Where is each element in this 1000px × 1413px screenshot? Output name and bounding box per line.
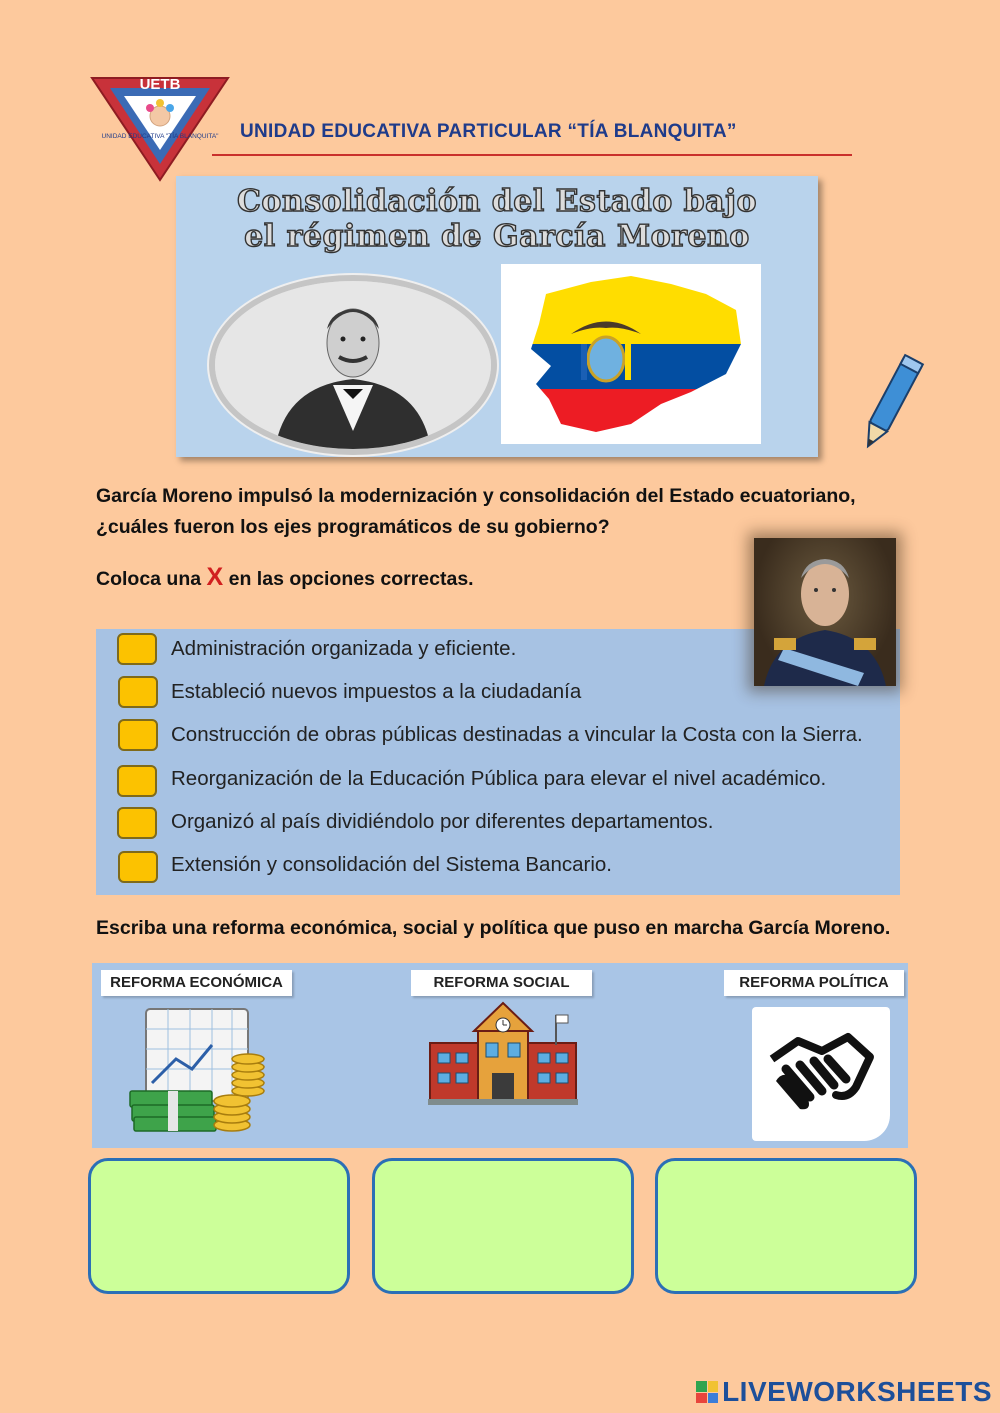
school-building-icon [428, 1001, 578, 1109]
logo-text: UETB [139, 76, 181, 93]
answer-box-social[interactable] [372, 1158, 634, 1294]
question-text [96, 481, 916, 543]
ecuador-flag-map [501, 264, 761, 444]
pencil-icon [856, 348, 926, 458]
chart-money-icon [128, 1005, 268, 1133]
option-row [96, 804, 900, 844]
option-checkbox-3[interactable] [118, 719, 158, 751]
question-line1: García Moreno impulsó la modernización y consolidación del Estado ecuatoriano, [96, 485, 856, 507]
answer-box-political[interactable] [655, 1158, 917, 1294]
liveworksheets-icon [696, 1381, 718, 1403]
option-label-1: Administración organizada y eficiente. [171, 637, 517, 660]
banner-title [176, 184, 818, 254]
garcia-moreno-painting [754, 538, 896, 686]
garcia-moreno-portrait [209, 275, 497, 455]
option-row [96, 847, 900, 887]
answer-box-economic[interactable] [88, 1158, 350, 1294]
school-logo [88, 74, 232, 184]
reform-political-label: REFORMA POLÍTICA [724, 970, 904, 996]
instruction-after: en las opciones correctas. [223, 568, 474, 590]
option-label-5: Organizó al país dividiéndolo por diferentes departamentos. [171, 810, 714, 833]
reform-social-label: REFORMA SOCIAL [411, 970, 592, 996]
option-label-2: Estableció nuevos impuestos a la ciudadanía [171, 680, 582, 703]
option-row [96, 761, 900, 801]
header-divider [212, 154, 852, 156]
reform-instruction: Escriba una reforma económica, social y política que puso en marcha García Moreno. [96, 917, 891, 939]
option-label-4: Reorganización de la Educación Pública para elevar el nivel académico. [171, 767, 827, 790]
instruction-x-mark: X [206, 563, 224, 591]
instruction-before: Coloca una [96, 568, 207, 590]
option-checkbox-6[interactable] [118, 851, 158, 883]
option-checkbox-5[interactable] [117, 807, 157, 839]
option-checkbox-2[interactable] [118, 676, 158, 708]
option-checkbox-1[interactable] [117, 633, 157, 665]
handshake-icon [752, 1007, 890, 1141]
liveworksheets-brand [696, 1376, 992, 1408]
school-name: UNIDAD EDUCATIVA PARTICULAR “TÍA BLANQUITA” [240, 121, 737, 142]
option-label-6: Extensión y consolidación del Sistema Bancario. [171, 853, 612, 876]
banner-title-line1: Consolidación del Estado bajo [237, 184, 757, 219]
instruction-text [96, 562, 474, 595]
reform-economic-label: REFORMA ECONÓMICA [101, 970, 292, 996]
option-checkbox-4[interactable] [117, 765, 157, 797]
liveworksheets-text: LIVEWORKSHEETS [722, 1376, 992, 1407]
option-row [96, 717, 900, 757]
logo-ring-text: UNIDAD EDUCATIVA "TÍA BLANQUITA" [101, 133, 219, 140]
banner-title-line2: el régimen de García Moreno [244, 219, 750, 254]
option-label-3: Construcción de obras públicas destinadas a vincular la Costa con la Sierra. [171, 723, 863, 746]
reform-panel [92, 963, 908, 1148]
title-banner [176, 176, 818, 457]
question-line2: ¿cuáles fueron los ejes programáticos de su gobierno? [96, 516, 610, 538]
